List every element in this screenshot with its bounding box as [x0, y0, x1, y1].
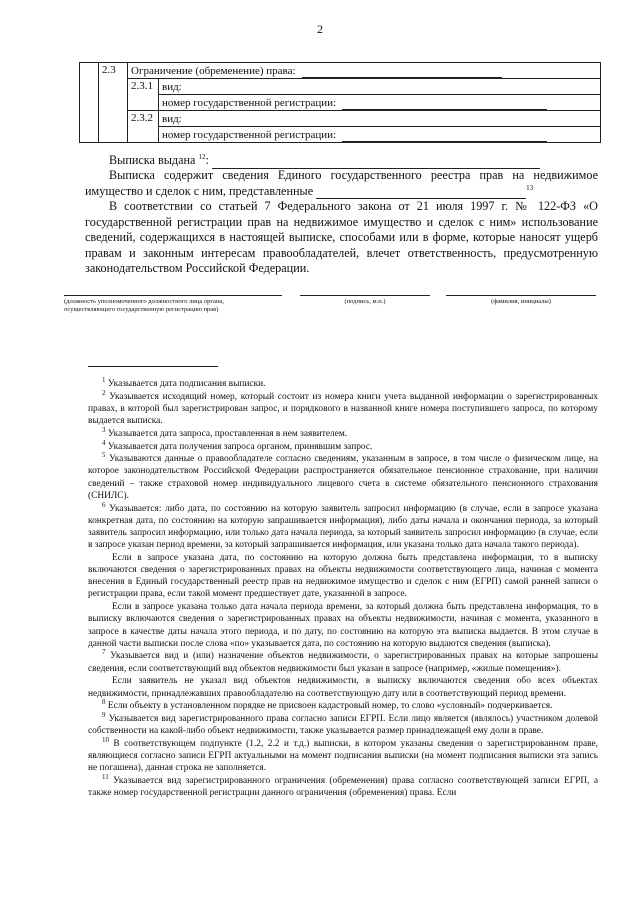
- item-type-label: вид:: [159, 79, 601, 95]
- footnote-text: Если в запросе указана дата, по состоянию на которую должна быть представлена информация, то в выписку включаются сведения о зарегистрированных правах на объекты недвижимости соответствующего лица, начиная с момента внесения в Единый государственный реестр прав на недвижимое имущество и сделок с ним (ЕГРП) самой ранней записи о регистрации права, если такой момент предшествует дате, указанной в запросе.: [88, 552, 598, 600]
- footnote-number: 1: [102, 375, 106, 384]
- item-number: 2.3.1: [128, 79, 159, 111]
- table-row: [80, 111, 601, 127]
- footnotes: [88, 375, 599, 800]
- position-caption: (должность уполномоченного должностного лица органа,: [64, 298, 224, 305]
- footnote: [88, 710, 599, 737]
- issued-to-line: Выписка выдана $^{12}$:: [85, 153, 598, 169]
- item-reg-label: номер государственной регистрации:: [162, 96, 337, 109]
- contains-text: Выписка содержит сведения Единого государственного реестра прав на недвижимое имущество и сделок с ним, представленные: [85, 168, 598, 198]
- footnote-text: Указывается дата запроса, проставленная в нем заявителем.: [107, 428, 348, 439]
- footnote: [88, 438, 598, 453]
- fill-line: [302, 67, 502, 78]
- footnote: [88, 735, 598, 775]
- contains-blank: [316, 187, 526, 199]
- footnote: [88, 700, 598, 712]
- signature-position: [64, 295, 282, 314]
- page-number: 2: [317, 22, 323, 36]
- footnote-number: 2: [102, 388, 106, 397]
- footnote-number: 8: [102, 698, 106, 707]
- footnote-text: Указывается исходящий номер, который состоит из номера книги учета выданной информации о зарегистрированных правах, в которой был зарегистрирован запрос, и порядкового в названной книге номера поступившего запроса, по которому выдается выписка.: [88, 391, 598, 427]
- footnote-number: 6: [102, 500, 106, 509]
- footnote-text: Указывается вид и (или) назначение объектов недвижимости, о зарегистрированных правах на которые запрошены сведения, если соответствующий вид объектов недвижимости был указан в запросе (например, «жилые помещения»).: [88, 651, 598, 674]
- footnote-text: Указывается вид зарегистрированного права согласно записи ЕГРП. Если лицо является (являлось) участником долевой собственности на какой-либо объект недвижимости, также указывается размер принадлежащей ему доли в праве.: [88, 713, 599, 737]
- footnote-text: Указывается дата получения запроса органом, принявшим запрос.: [107, 441, 373, 452]
- table-row: [80, 127, 601, 143]
- restriction-table: [79, 62, 601, 143]
- footnote-ref: 12: [198, 152, 206, 161]
- footnote: [88, 375, 598, 390]
- position-caption: осуществляющего государственную регистрацию прав): [64, 306, 219, 313]
- issued-to-label: Выписка выдана: [109, 153, 196, 167]
- signature-name: [446, 295, 596, 306]
- footnote: [88, 453, 598, 502]
- footnote-number: 9: [102, 710, 106, 719]
- footnote: [88, 601, 598, 650]
- footnote-text: Если заявитель не указал вид объектов недвижимости, в выписку включаются сведения обо всех объектах недвижимости, принадлежавших правообладателю на соответствующую дату или в соответствующий период времени.: [88, 676, 598, 699]
- item-type-label: вид:: [159, 111, 601, 127]
- footnote-text: Указываются данные о правообладателе согласно сведениям, указанным в запросе, в том числе о физическом лице, на которое законодательством Российской Федерации распространяется обязательное пенсионное страхование, при наличии сведений – также страховой номер индивидуального лицевого счета в системе обязательного пенсионного страхования (СНИЛС).: [88, 454, 599, 501]
- table-row: [80, 63, 601, 79]
- contains-paragraph: [85, 168, 598, 199]
- fill-line: [342, 131, 547, 142]
- section-number: 2.3: [99, 63, 128, 143]
- footnote-number: 4: [102, 438, 106, 447]
- law-paragraph: В соответствии со статьей 7 Федерального закона от 21 июля 1997 г. № 122-ФЗ «О государственной регистрации прав на недвижимое имущество и сделок с ним» использование сведений, содержащихся в настоящей выписке, способами или в форме, которые наносят ущерб правам и законным интересам правообладателей, влечет ответственность, предусмотренную законодательством Российской Федерации.: [85, 199, 598, 275]
- name-caption: (фамилия, инициалы): [491, 298, 551, 305]
- footnote-number: 10: [102, 735, 109, 744]
- footnote-text: В соответствующем подпункте (1.2, 2.2 и т.д.) выписки, в котором указаны сведения о зарегистрированном праве, являющиеся согласно записи ЕГРП актуальными на момент подписания выписки (на момент подписания выписки эта запись не погашена), данная строка не заполняется.: [88, 738, 598, 774]
- footnote-number: 11: [102, 772, 109, 781]
- footnote-text: Указывается вид зарегистрированного ограничения (обременения) права согласно соответствующей записи ЕГРП, а также номер государственной регистрации данного ограничения (обременения) права. Если: [88, 776, 599, 799]
- section-label: Ограничение (обременение) права:: [131, 64, 296, 77]
- footnote: [88, 675, 598, 699]
- footnote-text: Указывается дата подписания выписки.: [107, 379, 266, 389]
- table-row: [80, 95, 601, 111]
- footnote-separator: [88, 366, 218, 367]
- footnote: [88, 772, 599, 799]
- footnote-number: 7: [102, 648, 106, 657]
- footnote: [88, 650, 598, 674]
- item-reg-label: номер государственной регистрации:: [162, 128, 337, 141]
- sign-caption: (подпись, м.п.): [344, 298, 386, 305]
- footnote: [88, 388, 598, 428]
- footnote: [88, 500, 598, 552]
- footnote-text: Если в запросе указана только дата начала периода времени, за который должна быть представлена информация, то в выписку включаются сведения о зарегистрированных правах на объекты недвижимости, начиная с момента, указанного в запросе в качестве даты начала этого периода, и по дату, по состоянию на которую эта выписка выдается. В этом случае в данной части выписки после слова «по» указывается дата, по состоянию на которую выдаются сведения (выписка).: [88, 602, 598, 649]
- table-row: [80, 79, 601, 95]
- footnote: [88, 552, 598, 601]
- footnote-text: Если объекту в установленном порядке не присвоен кадастровый номер, то слово «условный» подчеркивается.: [107, 701, 553, 712]
- footnote-number: 5: [102, 451, 106, 460]
- issued-to-blank: [212, 157, 540, 169]
- footnote: [88, 425, 598, 440]
- signature-sign: [300, 295, 430, 306]
- item-number: 2.3.2: [128, 111, 159, 143]
- footnote-text: Указывается: либо дата, по состоянию на которую заявитель запросил информацию (в случае, если в запросе указана конкретная дата, по состоянию на которую запрашивается информация), либо даты начала и окончания периода, за который заявитель запросил информацию, или только дата начала периода, за который заявитель запросил информацию (в случае, если в запросе указан период времени, за который запрашивается информация, или указана только дата начала такого периода).: [88, 503, 598, 551]
- footnote-number: 3: [102, 425, 106, 434]
- fill-line: [342, 99, 547, 110]
- footnote-ref: 13: [526, 183, 534, 192]
